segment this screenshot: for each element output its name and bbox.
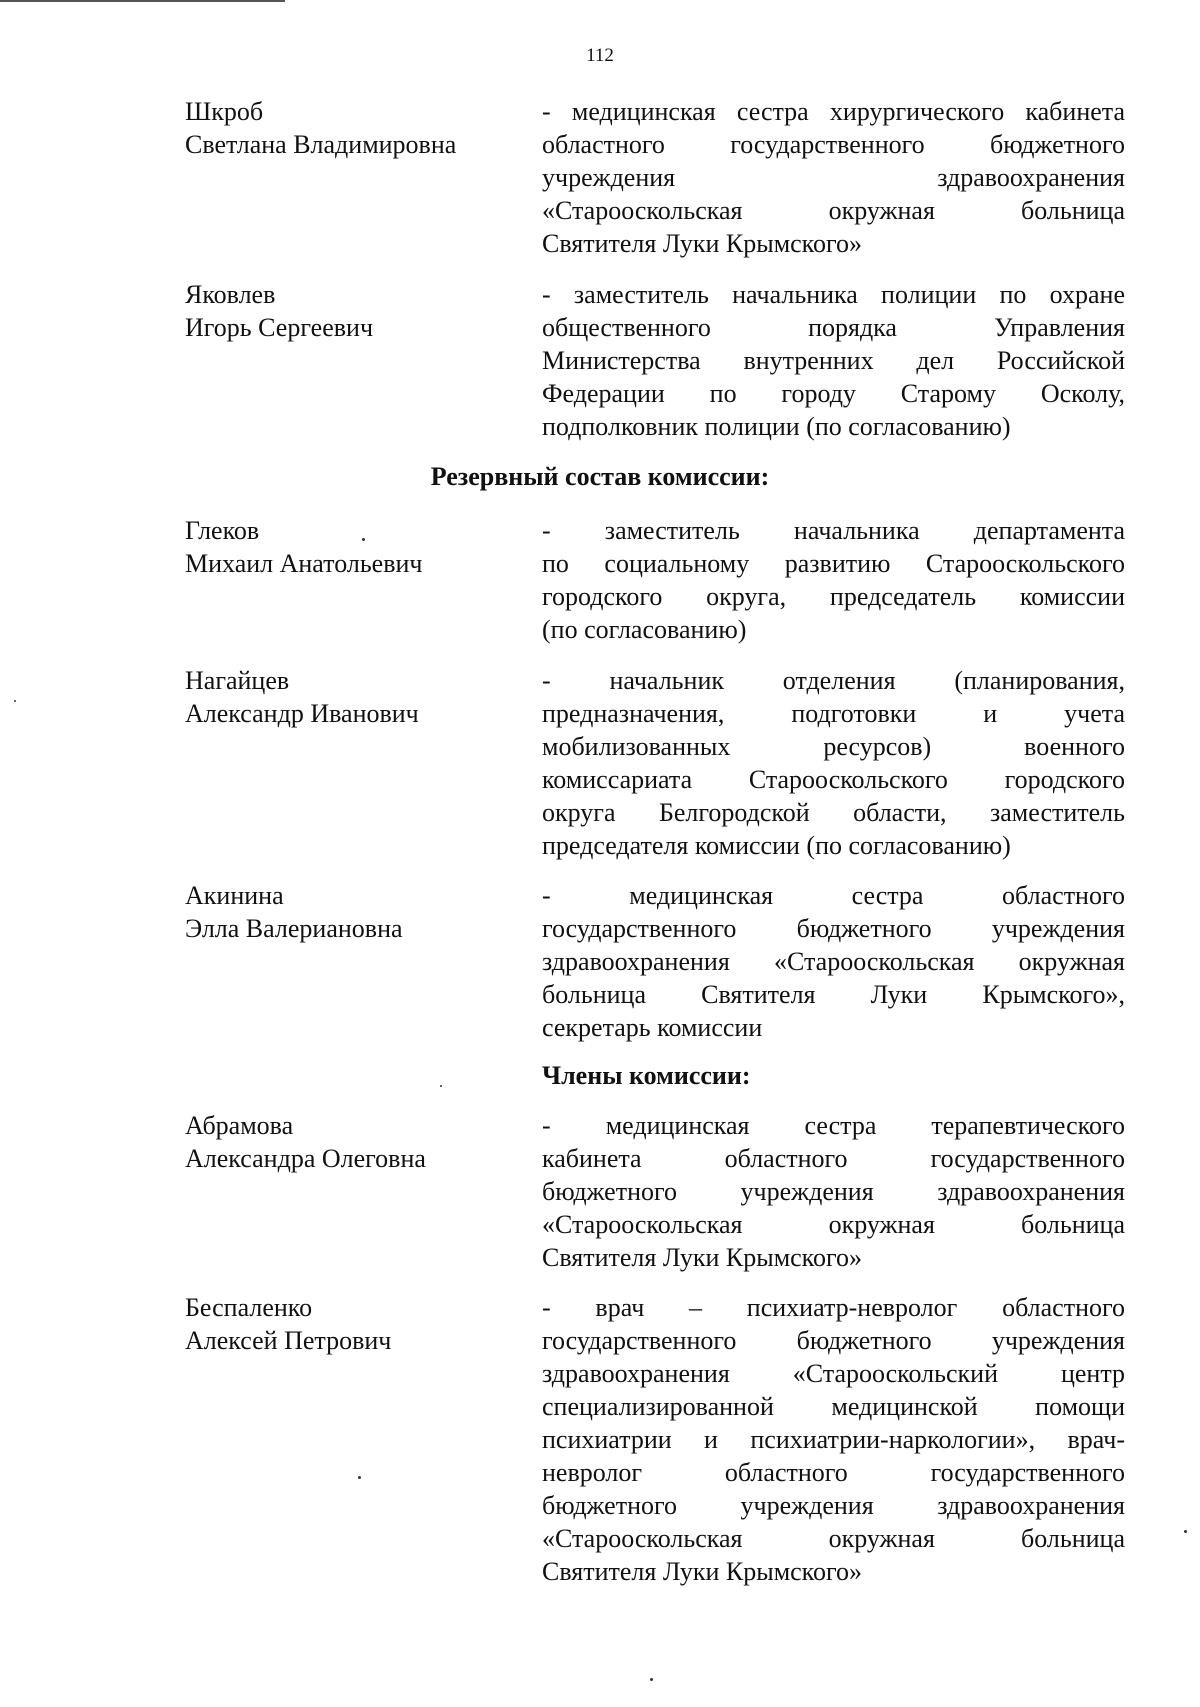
scan-speck: [358, 1476, 361, 1479]
member-name: [185, 95, 515, 161]
section-heading-members: Члены комиссии:: [542, 1061, 751, 1090]
position-line: учреждения здравоохранения: [542, 163, 1125, 192]
member-given-names: Александр Иванович: [185, 699, 419, 728]
member-surname: Абрамова: [185, 1111, 294, 1140]
member-name: [185, 1109, 515, 1175]
member-name: [185, 664, 515, 730]
member-position: [542, 278, 1125, 443]
position-line: - медицинская сестра хирургического кабинета: [542, 97, 1125, 126]
position-line: «Старооскольская окружная больница: [542, 196, 1125, 225]
page-number: 112: [586, 45, 614, 66]
position-line: государственного бюджетного учреждения: [542, 1326, 1125, 1355]
position-line: здравоохранения «Старооскольский центр: [542, 1359, 1125, 1388]
position-line: здравоохранения «Старооскольская окружная: [542, 947, 1125, 976]
position-line: - медицинская сестра терапевтического: [542, 1111, 1125, 1140]
position-line: - начальник отделения (планирования,: [542, 666, 1125, 695]
position-line: невролог областного государственного: [542, 1458, 1125, 1487]
member-name: [185, 514, 515, 580]
position-line: - заместитель начальника департамента: [542, 516, 1125, 545]
scan-speck: [362, 538, 365, 541]
section-heading-reserve: Резервный состав комиссии:: [430, 462, 770, 491]
position-line: Святителя Луки Крымского»: [542, 1557, 863, 1586]
position-line: - заместитель начальника полиции по охране: [542, 280, 1125, 309]
member-position: [542, 1109, 1125, 1274]
position-line: областного государственного бюджетного: [542, 130, 1125, 159]
member-surname: Яковлев: [185, 280, 276, 309]
position-line: «Старооскольская окружная больница: [542, 1210, 1125, 1239]
position-line: округа Белгородской области, заместитель: [542, 798, 1125, 827]
position-line: общественного порядка Управления: [542, 313, 1125, 342]
position-line: бюджетного учреждения здравоохранения: [542, 1177, 1125, 1206]
position-line: председателя комиссии (по согласованию): [542, 831, 1011, 860]
position-line: - врач – психиатр-невролог областного: [542, 1293, 1125, 1322]
member-name: [185, 278, 515, 344]
top-border-rule: [0, 0, 285, 2]
position-line: «Старооскольская окружная больница: [542, 1524, 1125, 1553]
position-line: Федерации по городу Старому Осколу,: [542, 379, 1125, 408]
position-line: специализированной медицинской помощи: [542, 1392, 1125, 1421]
position-line: Святителя Луки Крымского»: [542, 1243, 863, 1272]
member-given-names: Игорь Сергеевич: [185, 313, 374, 342]
scan-speck: [1184, 1530, 1187, 1533]
member-position: [542, 95, 1125, 260]
member-surname: Акинина: [185, 881, 284, 910]
member-position: [542, 1291, 1125, 1588]
position-line: Министерства внутренних дел Российской: [542, 346, 1125, 375]
position-line: - медицинская сестра областного: [542, 881, 1125, 910]
member-surname: Беспаленко: [185, 1293, 313, 1322]
position-line: больница Святителя Луки Крымского»,: [542, 980, 1125, 1009]
member-name: [185, 1291, 515, 1357]
member-given-names: Александра Олеговна: [185, 1144, 426, 1173]
member-surname: Нагайцев: [185, 666, 290, 695]
position-line: по социальному развитию Старооскольского: [542, 549, 1125, 578]
member-position: [542, 514, 1125, 646]
position-line: предназначения, подготовки и учета: [542, 699, 1125, 728]
member-surname: Шкроб: [185, 97, 264, 126]
member-given-names: Михаил Анатольевич: [185, 549, 423, 578]
position-line: кабинета областного государственного: [542, 1144, 1125, 1173]
position-line: Святителя Луки Крымского»: [542, 229, 863, 258]
position-line: государственного бюджетного учреждения: [542, 914, 1125, 943]
member-given-names: Элла Валериановна: [185, 914, 403, 943]
scan-speck: [14, 700, 16, 702]
member-name: [185, 879, 515, 945]
member-position: [542, 664, 1125, 862]
position-line: (по согласованию): [542, 615, 747, 644]
member-given-names: Алексей Петрович: [185, 1326, 392, 1355]
position-line: бюджетного учреждения здравоохранения: [542, 1491, 1125, 1520]
position-line: психиатрии и психиатрии-наркологии», врач-: [542, 1425, 1125, 1454]
position-line: комиссариата Старооскольского городского: [542, 765, 1125, 794]
position-line: городского округа, председатель комиссии: [542, 582, 1125, 611]
member-given-names: Светлана Владимировна: [185, 130, 457, 159]
scan-speck: [440, 1085, 442, 1087]
member-surname: Глеков: [185, 516, 260, 545]
position-line: подполковник полиции (по согласованию): [542, 412, 1011, 441]
scan-speck: [650, 1678, 653, 1681]
member-position: [542, 879, 1125, 1044]
position-line: мобилизованных ресурсов) военного: [542, 732, 1125, 761]
position-line: секретарь комиссии: [542, 1013, 763, 1042]
